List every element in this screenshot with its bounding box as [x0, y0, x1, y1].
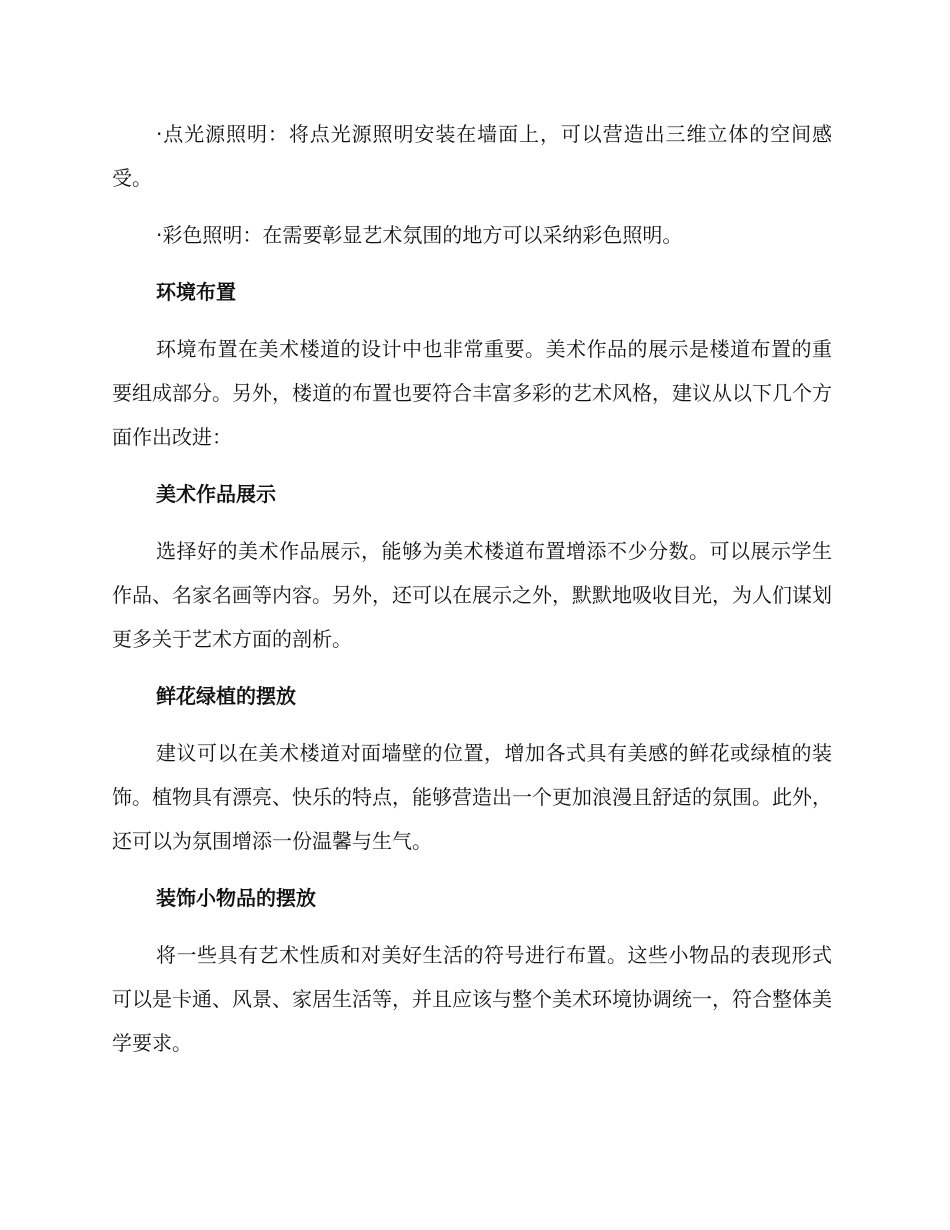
section-heading-decor-items: 装饰小物品的摆放: [156, 886, 316, 910]
section-body-plants: 建议可以在美术楼道对面墙壁的位置，增加各式具有美感的鲜花或绿植的装饰。植物具有漂亮、快乐的特点，能够营造出一个更加浪漫且舒适的氛围。此外，还可以为氛围增添一份温馨与生气。: [112, 741, 832, 853]
section-body-decor-items: 将一些具有艺术性质和对美好生活的符号进行布置。这些小物品的表现形式可以是卡通、风景、家居生活等，并且应该与整个美术环境协调统一，符合整体美学要求。: [112, 943, 832, 1055]
section-heading-plants: 鲜花绿植的摆放: [156, 684, 296, 708]
bullet-point-light: ·点光源照明：将点光源照明安装在墙面上，可以营造出三维立体的空间感受。: [112, 122, 832, 190]
section-body-environment: 环境布置在美术楼道的设计中也非常重要。美术作品的展示是楼道布置的重要组成部分。另外，楼道的布置也要符合丰富多彩的艺术风格，建议从以下几个方面作出改进：: [112, 337, 832, 449]
bullet-color-light: ·彩色照明：在需要彰显艺术氛围的地方可以采纳彩色照明。: [156, 223, 683, 247]
section-heading-artwork-display: 美术作品展示: [156, 482, 276, 506]
section-heading-environment: 环境布置: [156, 280, 236, 304]
document-content: [112, 112, 832, 1065]
section-body-artwork-display: 选择好的美术作品展示，能够为美术楼道布置增添不少分数。可以展示学生作品、名家名画等内容。另外，还可以在展示之外，默默地吸收目光，为人们谋划更多关于艺术方面的剖析。: [112, 539, 832, 651]
